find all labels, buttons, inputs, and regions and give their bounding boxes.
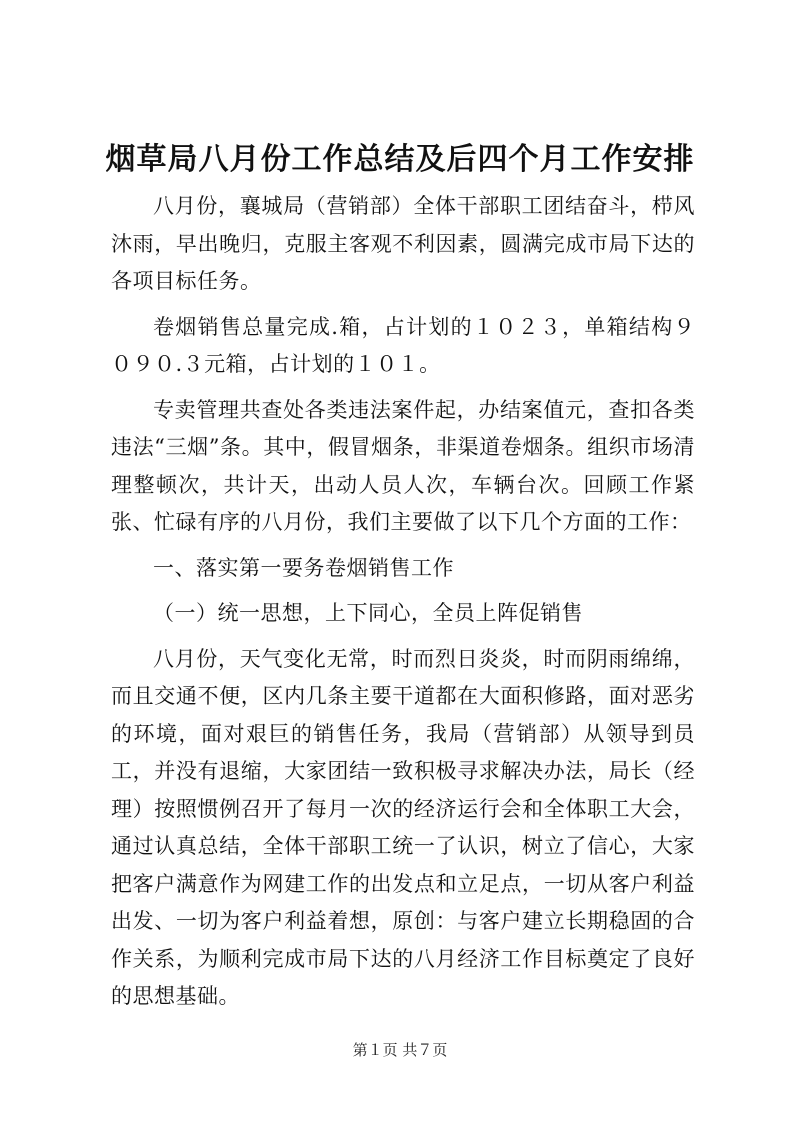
document-title: 烟草局八月份工作总结及后四个月工作安排: [105, 142, 695, 177]
paragraph-sales-volume: 卷烟销售总量完成.箱，占计划的１０２３，单箱结构９０９０.３元箱，占计划的１０１。: [111, 314, 695, 376]
paragraph-august-work: 八月份，天气变化无常，时而烈日炎炎，时而阴雨绵绵，而且交通不便，区内几条主要干道都在大面积修路，面对恶劣的环境，面对艰巨的销售任务，我局（营销部）从领导到员工，并没有退缩，大家团结一致积极寻求解决办法，局长（经理）按照惯例召开了每月一次的经济运行会和全体职工大会，通过认真总结，全体干部职工统一了认识，树立了信心，大家把客户满意作为网建工作的出发点和立足点，一切从客户利益出发、一切为客户利益着想，原创：与客户建立长期稳固的合作关系，为顺利完成市局下达的八月经济工作目标奠定了良好的思想基础。: [111, 646, 695, 1008]
section-heading-1: 一、落实第一要务卷烟销售工作: [153, 555, 454, 580]
paragraph-intro: 八月份，襄城局（营销部）全体干部职工团结奋斗，栉风沐雨，早出晚归，克服主客观不利因素，圆满完成市局下达的各项目标任务。: [111, 194, 695, 293]
document-body: [111, 188, 695, 1016]
page-footer: 第１页 共７页: [352, 1041, 448, 1059]
subsection-heading-1: （一）统一思想，上下同心，全员上阵促销售: [153, 601, 583, 625]
paragraph-monopoly-management: 专卖管理共查处各类违法案件起，办结案值元，查扣各类违法“三烟”条。其中，假冒烟条，非渠道卷烟条。组织市场清理整顿次，共计天，出动人员人次，车辆台次。回顾工作紧张、忙碌有序的八月份，我们主要做了以下几个方面的工作：: [111, 397, 695, 534]
